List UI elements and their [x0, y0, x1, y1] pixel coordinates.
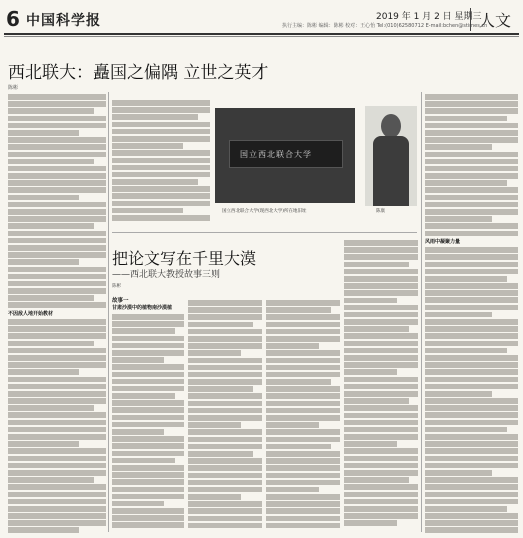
- text-column-2: [112, 100, 210, 230]
- university-signboard: [229, 140, 343, 168]
- subhead-1: 不因敌人地开始教材: [8, 311, 54, 318]
- signboard-text: 国立西北联合大学: [240, 150, 312, 159]
- university-building-photo: [215, 108, 355, 203]
- section-name: 人文: [470, 8, 511, 31]
- portrait-photo: [365, 106, 417, 206]
- article-headline: 西北联大：矗国之偏隅 立世之英才: [8, 63, 269, 83]
- subhead-2: 风雨中凝聚力量: [425, 239, 461, 246]
- sub-article-column-2: [188, 300, 262, 534]
- sub-article-column-4: [344, 240, 418, 534]
- sub-article-column-1: [112, 314, 184, 534]
- masthead-rule-thin: [4, 36, 519, 37]
- column-divider: [421, 92, 422, 532]
- text-column-right: [425, 94, 518, 534]
- sub-article-column-3: [266, 300, 340, 534]
- article-byline: 陈彬: [8, 85, 19, 91]
- sub-article-byline: 陈彬: [112, 284, 121, 289]
- sub-article-headline: 把论文写在千里大漠: [112, 249, 257, 268]
- masthead-rule: [4, 33, 519, 35]
- column-divider: [108, 92, 109, 532]
- sub-article-divider: [112, 232, 417, 233]
- page-number: 6: [6, 7, 20, 31]
- paper-name: 中国科学报: [26, 13, 101, 29]
- photo-caption-right: 陈康: [376, 209, 385, 214]
- editor-credits: 执行主编：陈彬 编辑：陈彬 校对：王心怡 Tel:(010)62580712 E-mail:bchen@stimes.cn: [282, 23, 488, 29]
- sub-article-subtitle: ——西北联大教授故事三则: [112, 270, 221, 280]
- story-title: 甘肃沙漠中的植物南沙漠植: [112, 305, 173, 311]
- masthead: [4, 5, 519, 33]
- text-column-1: [8, 94, 106, 534]
- issue-date: 2019 年 1 月 2 日 星期三: [376, 12, 482, 22]
- photo-caption-left: 国立西北联合大学(现西北大学)所在地旧址: [222, 209, 307, 214]
- story-label: 故事一: [112, 298, 129, 304]
